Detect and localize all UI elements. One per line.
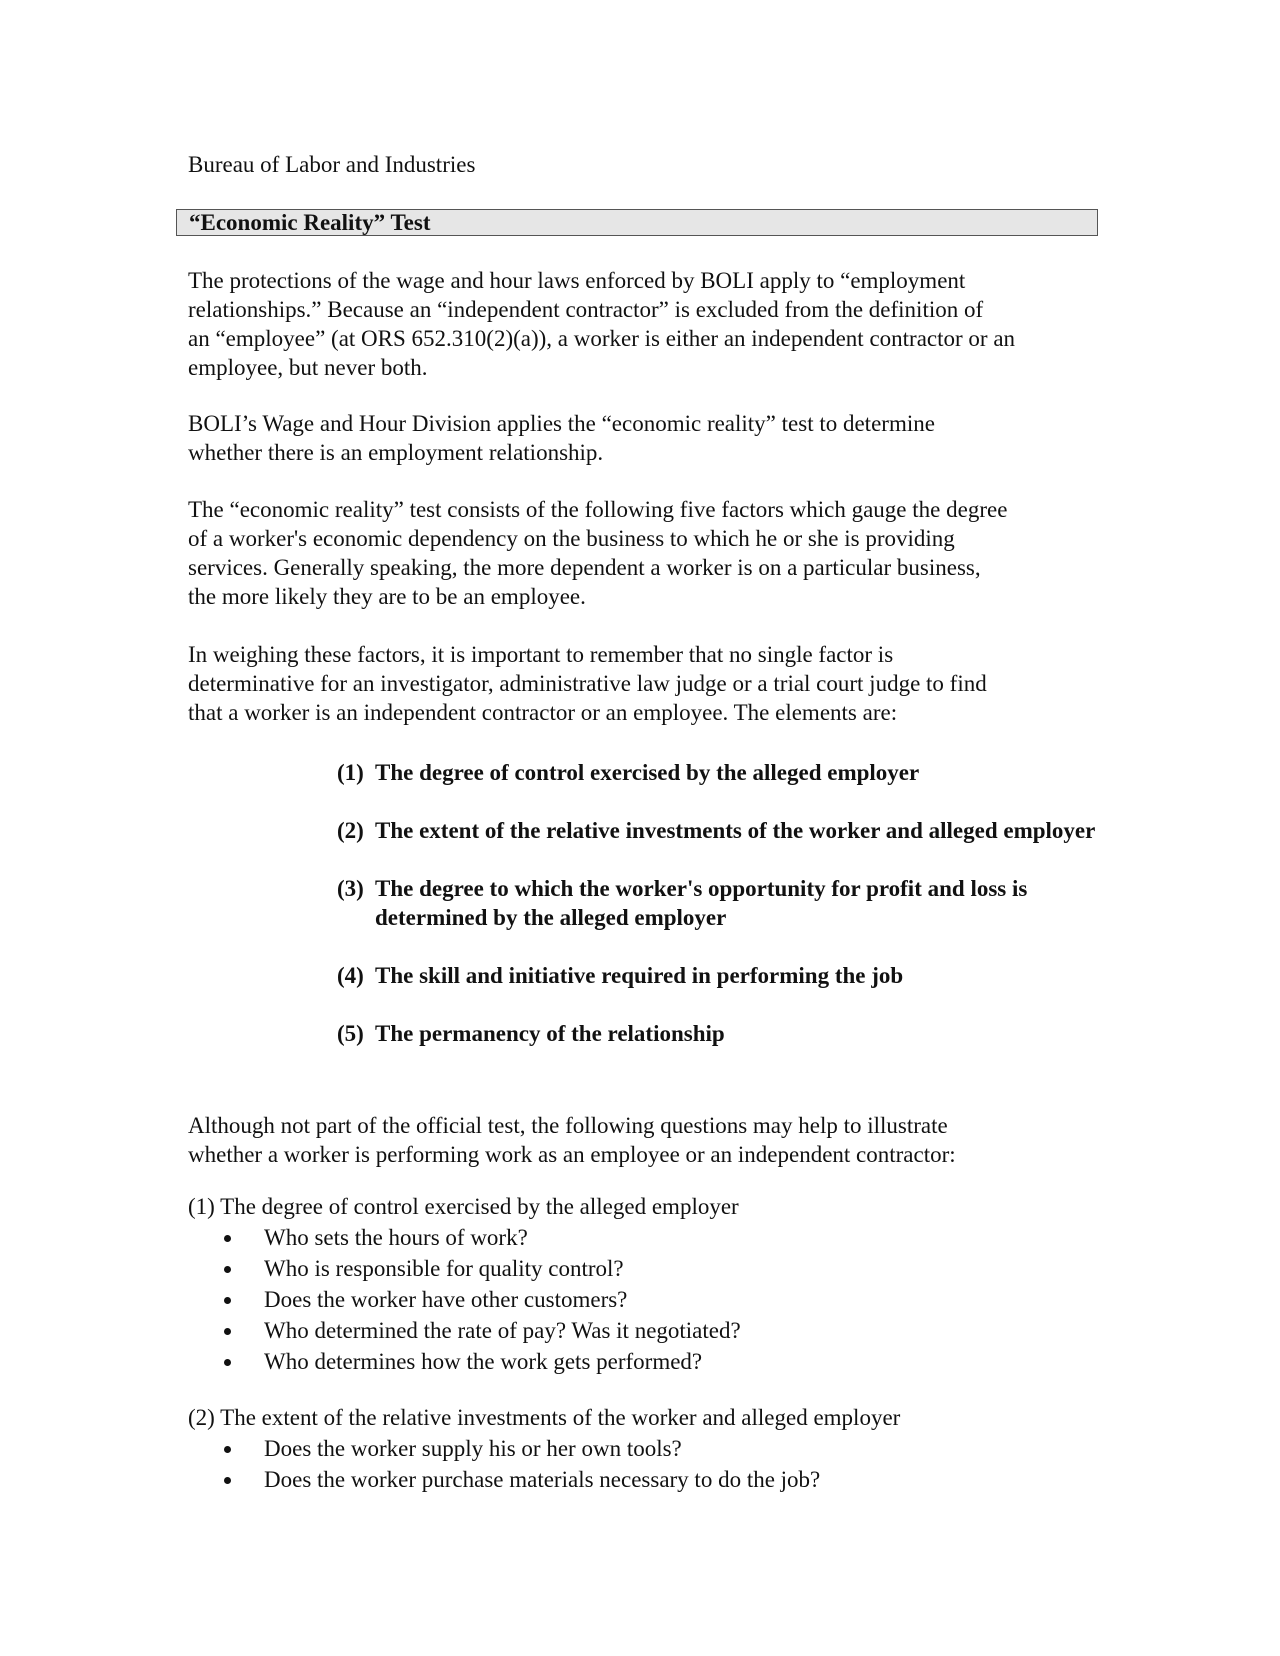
element-item xyxy=(337,961,1135,990)
text-line: whether there is an employment relationship. xyxy=(188,440,604,465)
list-item xyxy=(188,1464,820,1495)
element-number: (1) xyxy=(337,760,364,785)
text-line: the more likely they are to be an employee. xyxy=(188,584,586,609)
list-item xyxy=(188,1253,741,1284)
text-line: determinative for an investigator, administrative law judge or a trial court judge to find xyxy=(188,671,987,696)
element-item xyxy=(337,874,1135,932)
section-heading-control: (1) The degree of control exercised by the alleged employer xyxy=(188,1194,739,1219)
bullet-list-investments xyxy=(188,1433,820,1495)
bullet-icon xyxy=(224,1328,231,1335)
element-text: The degree of control exercised by the alleged employer xyxy=(375,760,920,785)
element-item xyxy=(337,816,1135,845)
elements-list xyxy=(337,758,1135,1077)
text-line: In weighing these factors, it is important to remember that no single factor is xyxy=(188,642,894,667)
section-heading-investments: (2) The extent of the relative investments of the worker and alleged employer xyxy=(188,1405,901,1430)
text-line: of a worker's economic dependency on the business to which he or she is providing xyxy=(188,526,955,551)
list-item-text: Who is responsible for quality control? xyxy=(264,1256,624,1281)
text-line: an “employee” (at ORS 652.310(2)(a)), a worker is either an independent contractor or an xyxy=(188,326,1016,351)
list-item xyxy=(188,1222,741,1253)
bullet-icon xyxy=(224,1446,231,1453)
list-item xyxy=(188,1315,741,1346)
bullet-icon xyxy=(224,1477,231,1484)
agency-name: Bureau of Labor and Industries xyxy=(188,152,476,177)
paragraph-five-factors xyxy=(188,495,1108,611)
element-text: The skill and initiative required in performing the job xyxy=(375,963,904,988)
element-text: The extent of the relative investments of the worker and alleged employer xyxy=(375,818,1096,843)
element-item xyxy=(337,1019,1135,1048)
list-item xyxy=(188,1284,741,1315)
element-number: (4) xyxy=(337,963,364,988)
text-line: BOLI’s Wage and Hour Division applies the “economic reality” test to determine xyxy=(188,411,935,436)
document-title: “Economic Reality” Test xyxy=(176,209,1098,236)
paragraph-wage-hour-division xyxy=(188,409,1108,467)
paragraph-illustrative-questions xyxy=(188,1111,1108,1169)
element-number: (2) xyxy=(337,818,364,843)
list-item-text: Does the worker purchase materials necessary to do the job? xyxy=(264,1467,821,1492)
list-item-text: Who determines how the work gets performed? xyxy=(264,1349,703,1374)
paragraph-protections xyxy=(188,266,1108,382)
bullet-icon xyxy=(224,1235,231,1242)
list-item xyxy=(188,1433,820,1464)
bullet-list-control xyxy=(188,1222,741,1377)
bullet-icon xyxy=(224,1359,231,1366)
list-item-text: Does the worker have other customers? xyxy=(264,1287,628,1312)
text-line: The protections of the wage and hour laws enforced by BOLI apply to “employment xyxy=(188,268,966,293)
paragraph-weighing-factors xyxy=(188,640,1108,727)
list-item xyxy=(188,1346,741,1377)
text-line: services. Generally speaking, the more dependent a worker is on a particular business, xyxy=(188,555,981,580)
element-text: The permanency of the relationship xyxy=(375,1021,725,1046)
list-item-text: Who determined the rate of pay? Was it negotiated? xyxy=(264,1318,741,1343)
element-number: (5) xyxy=(337,1021,364,1046)
bullet-icon xyxy=(224,1266,231,1273)
text-line: whether a worker is performing work as an employee or an independent contractor: xyxy=(188,1142,956,1167)
element-item xyxy=(337,758,1135,787)
element-number: (3) xyxy=(337,876,364,901)
element-text: The degree to which the worker's opportunity for profit and loss is determined by the alleged employer xyxy=(375,876,1028,930)
text-line: Although not part of the official test, the following questions may help to illustrate xyxy=(188,1113,948,1138)
text-line: that a worker is an independent contractor or an employee. The elements are: xyxy=(188,700,898,725)
text-line: employee, but never both. xyxy=(188,355,428,380)
bullet-icon xyxy=(224,1297,231,1304)
list-item-text: Who sets the hours of work? xyxy=(264,1225,528,1250)
list-item-text: Does the worker supply his or her own tools? xyxy=(264,1436,682,1461)
text-line: The “economic reality” test consists of the following five factors which gauge the degree xyxy=(188,497,1008,522)
text-line: relationships.” Because an “independent contractor” is excluded from the definition of xyxy=(188,297,984,322)
